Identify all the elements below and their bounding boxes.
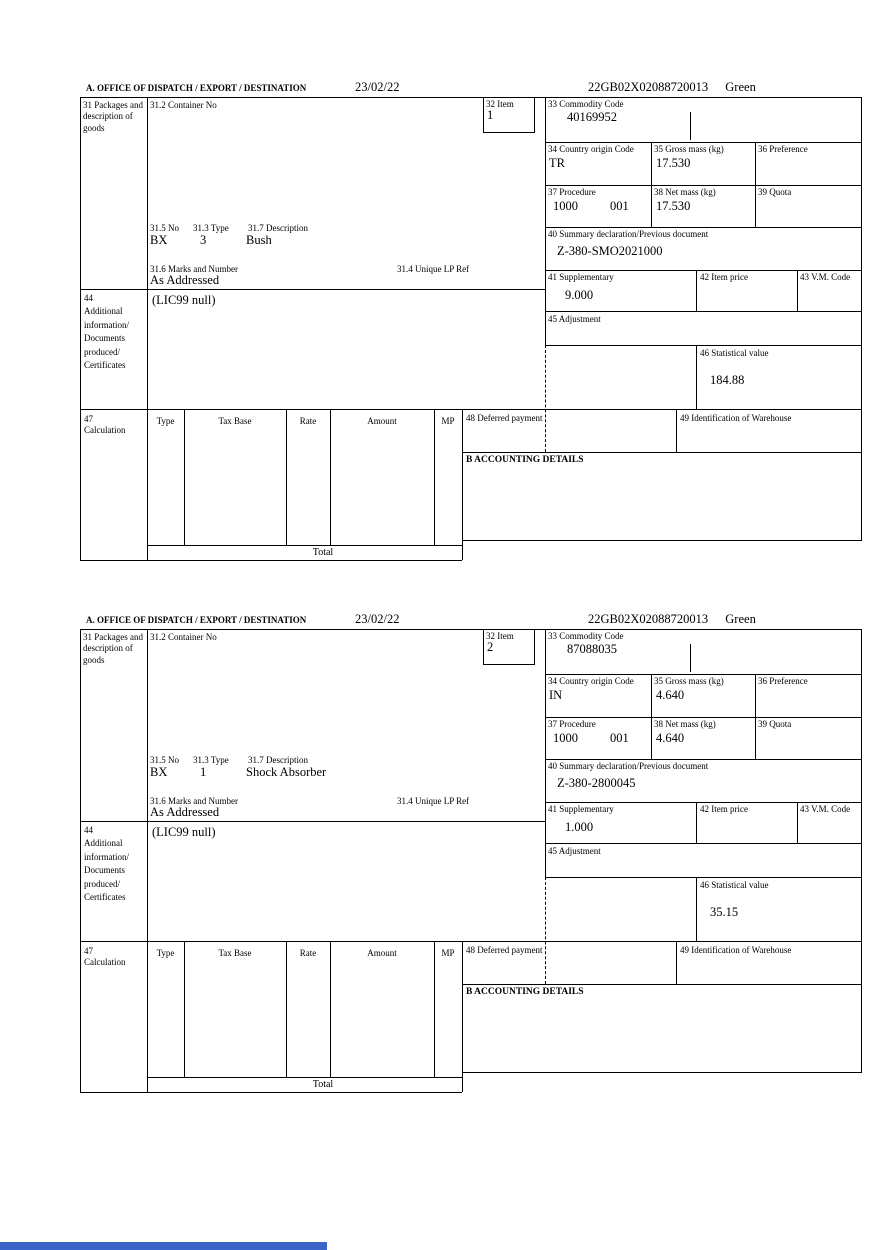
- box-39-label: 39 Quota: [758, 187, 792, 197]
- grid-line: [545, 843, 862, 844]
- box-42-label: 42 Item price: [700, 272, 748, 282]
- calc-col-mp: MP: [441, 416, 455, 426]
- grid-line: [545, 142, 862, 143]
- box-31-5-label: 31.5 No: [150, 223, 179, 233]
- box-42-label: 42 Item price: [700, 804, 748, 814]
- additional-information-value: (LIC99 null): [152, 293, 216, 307]
- commodity-code-divider: [690, 112, 691, 140]
- box-31-3-label: 31.3 Type: [193, 223, 229, 233]
- office-of-dispatch-label: A. OFFICE OF DISPATCH / EXPORT / DESTINATION: [86, 615, 307, 625]
- net-mass-value: 17.530: [656, 199, 691, 213]
- box-44-number: 44: [84, 293, 93, 303]
- box-49-label: 49 Identification of Warehouse: [680, 945, 792, 955]
- box-44-label: Additional information/ Documents produced/ Certificates: [84, 306, 129, 370]
- procedure-value-1: 1000: [553, 199, 578, 213]
- grid-line: [861, 942, 862, 1072]
- box-40-label: 40 Summary declaration/Previous document: [548, 229, 709, 239]
- statistical-value: 184.88: [710, 373, 745, 387]
- grid-line: [184, 410, 185, 545]
- grid-line: [434, 410, 435, 545]
- grid-line: [462, 410, 463, 560]
- box-48-label: 48 Deferred payment: [466, 413, 543, 423]
- item-number-value: 2: [487, 640, 494, 654]
- grid-line: [147, 1077, 462, 1078]
- grid-line: [545, 270, 862, 271]
- grid-line: [676, 410, 677, 452]
- previous-document-value: Z-380-SMO2021000: [557, 244, 663, 258]
- box-47-number: 47: [84, 946, 93, 956]
- calc-col-tax-base: Tax Base: [218, 416, 252, 426]
- grid-line: [861, 410, 862, 540]
- grid-line: [545, 674, 862, 675]
- box-44-number: 44: [84, 825, 93, 835]
- grid-line: [80, 942, 81, 1092]
- marks-and-number-value: As Addressed: [150, 273, 220, 287]
- packages-number-value: BX: [150, 765, 168, 779]
- grid-line: [696, 802, 697, 843]
- accounting-details-label: B ACCOUNTING DETAILS: [466, 987, 584, 997]
- grid-line: [147, 545, 462, 546]
- box-47-number: 47: [84, 414, 93, 424]
- procedure-value-1: 1000: [553, 731, 578, 745]
- grid-line: [147, 629, 148, 942]
- grid-line: [545, 311, 862, 312]
- grid-line: [545, 877, 862, 878]
- declaration-date: 23/02/22: [355, 80, 400, 94]
- box-36-label: 36 Preference: [758, 144, 808, 154]
- item-number-value: 1: [487, 108, 494, 122]
- box-44-label: Additional information/ Documents produced/ Certificates: [84, 838, 129, 902]
- movement-reference-number: 22GB02X02088720013: [588, 612, 709, 626]
- box-31-7-label: 31.7 Description: [248, 223, 308, 233]
- office-of-dispatch-label: A. OFFICE OF DISPATCH / EXPORT / DESTINATION: [86, 83, 307, 93]
- box-46-label: 46 Statistical value: [700, 880, 769, 890]
- grid-line: [545, 97, 546, 345]
- grid-line: [147, 942, 148, 1092]
- box-31-6-label: 31.6 Marks and Number: [150, 264, 238, 274]
- calc-col-type: Type: [156, 948, 175, 958]
- declaration-reference: [588, 612, 756, 627]
- gross-mass-value: 4.640: [656, 688, 685, 702]
- grid-line: [545, 629, 546, 877]
- box-33-label: 33 Commodity Code: [548, 631, 624, 641]
- packages-description-value: Shock Absorber: [246, 765, 327, 779]
- box-31-3-label: 31.3 Type: [193, 755, 229, 765]
- box-38-label: 38 Net mass (kg): [654, 719, 716, 729]
- packages-number-value: BX: [150, 233, 168, 247]
- calc-col-tax-base: Tax Base: [218, 948, 252, 958]
- statistical-value: 35.15: [710, 905, 739, 919]
- box-46-label: 46 Statistical value: [700, 348, 769, 358]
- country-origin-value: IN: [549, 688, 563, 702]
- calc-total-label: Total: [312, 547, 334, 558]
- accounting-details-label: B ACCOUNTING DETAILS: [466, 455, 584, 465]
- box-31-2-label: 31.2 Container No: [150, 632, 217, 642]
- box-31-label: 31 Packages and description of goods: [83, 100, 143, 133]
- movement-reference-number: 22GB02X02088720013: [588, 80, 709, 94]
- grid-line: [462, 942, 463, 1092]
- supplementary-units-value: 1.000: [565, 820, 594, 834]
- calc-col-rate: Rate: [299, 416, 317, 426]
- grid-line: [676, 942, 677, 984]
- grid-line: [80, 410, 81, 560]
- box-43-label: 43 V.M. Code: [800, 804, 851, 814]
- declaration-date: 23/02/22: [355, 612, 400, 626]
- grid-line: [462, 452, 862, 453]
- calc-col-type: Type: [156, 416, 175, 426]
- grid-line: [755, 142, 756, 227]
- box-47-label: Calculation: [84, 957, 126, 967]
- box-31-4-label: 31.4 Unique LP Ref: [397, 796, 470, 806]
- grid-line: [545, 717, 862, 718]
- box-35-label: 35 Gross mass (kg): [654, 676, 724, 686]
- additional-information-value: (LIC99 null): [152, 825, 216, 839]
- grid-line: [147, 410, 148, 560]
- dashed-continuation-line: [545, 345, 546, 452]
- form-outer-border: [80, 629, 862, 942]
- box-36-label: 36 Preference: [758, 676, 808, 686]
- grid-line: [797, 270, 798, 311]
- grid-line: [286, 942, 287, 1077]
- item-section-2: [80, 612, 863, 1094]
- grid-line: [80, 289, 545, 290]
- procedure-value-2: 001: [610, 731, 629, 745]
- grid-line: [797, 802, 798, 843]
- packages-type-value: 1: [200, 765, 207, 779]
- grid-line: [696, 270, 697, 311]
- country-origin-value: TR: [549, 156, 565, 170]
- grid-line: [545, 345, 862, 346]
- grid-line: [80, 560, 462, 561]
- routing-status: Green: [725, 80, 756, 94]
- declaration-reference: [588, 80, 756, 95]
- grid-line: [80, 821, 545, 822]
- grid-line: [434, 942, 435, 1077]
- packages-description-value: Bush: [246, 233, 272, 247]
- item-section-1: [80, 80, 863, 562]
- calc-col-mp: MP: [441, 948, 455, 958]
- form-outer-border: [80, 97, 862, 410]
- box-45-label: 45 Adjustment: [548, 314, 601, 324]
- box-31-2-label: 31.2 Container No: [150, 100, 217, 110]
- grid-line: [545, 759, 862, 760]
- grid-line: [545, 227, 862, 228]
- box-34-label: 34 Country origin Code: [548, 676, 634, 686]
- grid-line: [330, 410, 331, 545]
- grid-line: [286, 410, 287, 545]
- box-31-label: 31 Packages and description of goods: [83, 632, 143, 665]
- grid-line: [462, 1072, 862, 1073]
- grid-line: [651, 142, 652, 227]
- commodity-code-divider: [690, 644, 691, 672]
- grid-line: [462, 540, 862, 541]
- routing-status: Green: [725, 612, 756, 626]
- supplementary-units-value: 9.000: [565, 288, 594, 302]
- box-49-label: 49 Identification of Warehouse: [680, 413, 792, 423]
- calc-col-rate: Rate: [299, 948, 317, 958]
- calc-col-amount: Amount: [367, 416, 397, 426]
- commodity-code-value: 40169952: [567, 110, 617, 124]
- box-43-label: 43 V.M. Code: [800, 272, 851, 282]
- box-31-6-label: 31.6 Marks and Number: [150, 796, 238, 806]
- previous-document-value: Z-380-2800045: [557, 776, 636, 790]
- box-37-label: 37 Procedure: [548, 187, 596, 197]
- calc-total-label: Total: [312, 1079, 334, 1090]
- commodity-code-value: 87088035: [567, 642, 617, 656]
- box-31-5-label: 31.5 No: [150, 755, 179, 765]
- procedure-value-2: 001: [610, 199, 629, 213]
- box-37-label: 37 Procedure: [548, 719, 596, 729]
- packages-type-value: 3: [200, 233, 207, 247]
- grid-line: [80, 1092, 462, 1093]
- box-32-label: 32 Item: [486, 99, 514, 109]
- calc-col-amount: Amount: [367, 948, 397, 958]
- dashed-continuation-line: [545, 877, 546, 984]
- grid-line: [545, 802, 862, 803]
- grid-line: [462, 984, 862, 985]
- grid-line: [184, 942, 185, 1077]
- box-41-label: 41 Supplementary: [548, 804, 614, 814]
- box-38-label: 38 Net mass (kg): [654, 187, 716, 197]
- marks-and-number-value: As Addressed: [150, 805, 220, 819]
- grid-line: [755, 674, 756, 759]
- box-34-label: 34 Country origin Code: [548, 144, 634, 154]
- grid-line: [651, 674, 652, 759]
- grid-line: [147, 97, 148, 410]
- footer-blue-bar: [0, 1242, 327, 1250]
- box-47-label: Calculation: [84, 425, 126, 435]
- box-35-label: 35 Gross mass (kg): [654, 144, 724, 154]
- gross-mass-value: 17.530: [656, 156, 691, 170]
- box-32-label: 32 Item: [486, 631, 514, 641]
- box-48-label: 48 Deferred payment: [466, 945, 543, 955]
- grid-line: [696, 345, 697, 410]
- grid-line: [330, 942, 331, 1077]
- box-41-label: 41 Supplementary: [548, 272, 614, 282]
- box-45-label: 45 Adjustment: [548, 846, 601, 856]
- box-31-4-label: 31.4 Unique LP Ref: [397, 264, 470, 274]
- net-mass-value: 4.640: [656, 731, 685, 745]
- grid-line: [545, 185, 862, 186]
- box-40-label: 40 Summary declaration/Previous document: [548, 761, 709, 771]
- box-33-label: 33 Commodity Code: [548, 99, 624, 109]
- box-31-7-label: 31.7 Description: [248, 755, 308, 765]
- box-39-label: 39 Quota: [758, 719, 792, 729]
- grid-line: [696, 877, 697, 942]
